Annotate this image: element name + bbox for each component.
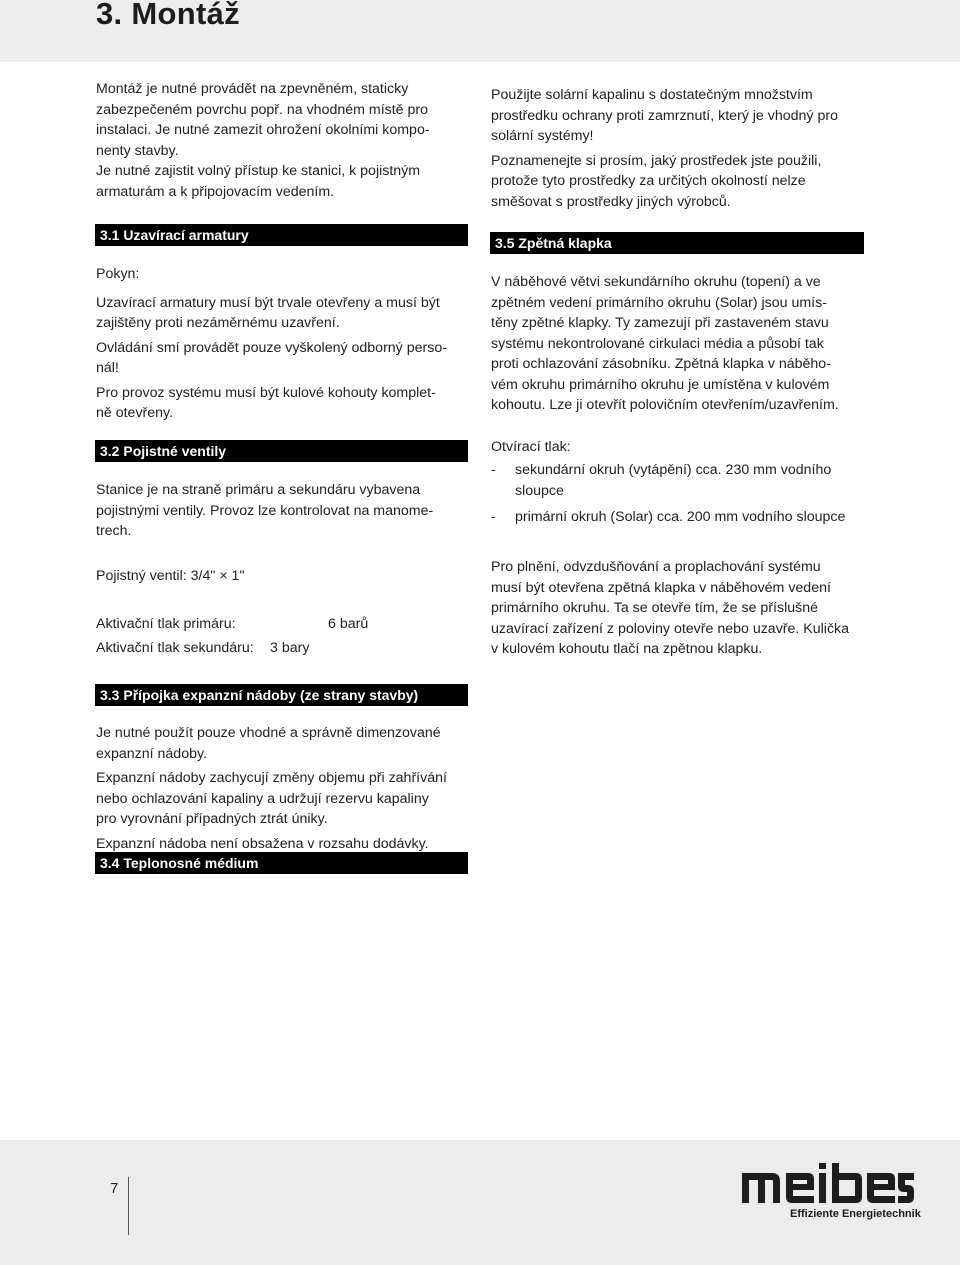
list-item-text: sekundární okruh (vytápění) cca. 230 mm vodního [515,462,832,478]
text-line: vém okruhu primárního okruhu je umístěna v kulovém [491,376,830,393]
text-line: kohoutu. Lze ji otevřít polovičním otevřením/uzavřením. [491,397,839,413]
text-line: Expanzní nádoba není obsažena v rozsahu dodávky. [96,835,429,852]
section-heading-3-1: 3.1 Uzavírací armatury [95,224,468,246]
text-line: ně otevřeny. [96,405,174,421]
text-line: Je nutné použít pouze vhodné a správně dimenzované [96,725,441,741]
intro-line: Je nutné zajistit volný přístup ke stanici, k pojistným [96,163,421,179]
text-line: protože tyto prostředky za určitých okolností nelze [491,173,806,189]
text-line: Pro provoz systému musí být kulové kohouty komplet- [96,384,436,401]
text-line: Stanice je na straně primáru a sekundáru vybavena [96,482,421,498]
primary-pressure-label: Aktivační tlak primáru: [96,616,236,632]
intro-line: instalaci. Je nutné zamezit ohrožení okolními kompo- [96,122,430,138]
opening-pressure-list [491,460,876,534]
text-line: primárního okruhu. Ta se otevře tím, že se příslušné [491,600,818,616]
flushing-paragraph [491,557,876,660]
intro-line: Montáž je nutné provádět na zpevněném, staticky [96,81,409,97]
text-line: Poznamenejte si prosím, jaký prostředek jste použili, [491,152,822,169]
text-line: nebo ochlazování kapaliny a udržují rezervu kapaliny [96,790,429,807]
secondary-pressure-label: Aktivační tlak sekundáru: [96,640,254,656]
text-line: proti ochlazování zásobníku. Zpětná klapka v náběho- [491,356,831,372]
text-line: pro vyrovnání případných ztrát úniky. [96,811,328,827]
valve-size: Pojistný ventil: 3/4" × 1" [96,568,245,584]
page-title: 3. Montáž [96,0,240,31]
text-line: v kulovém kohoutu tlačí na zpětnou klapku. [491,641,763,657]
text-line: V náběhové větvi sekundárního okruhu (topení) a ve [491,274,821,290]
text-line: Pro plnění, odvzdušňování a proplachování systému [491,559,821,575]
text-line: Ovládání smí provádět pouze vyškolený odborný perso- [96,339,447,356]
brand-tagline: Effiziente Energietechnik [790,1208,921,1220]
text-line: trech. [96,523,132,539]
antifreeze-note [491,85,871,212]
intro-line: zabezpečeném povrchu popř. na vhodném místě pro [96,101,429,118]
text-line: těny zpětné klapky. Ty zamezují při zastaveném stavu [491,315,829,331]
meibes-logo [742,1163,914,1205]
opening-pressure-label: Otvírací tlak: [491,439,571,455]
section-3-1-body [96,264,476,424]
section-3-5-body [491,272,876,416]
section-heading-3-2: 3.2 Pojistné ventily [95,440,468,462]
list-item-text: sloupce [515,482,564,499]
dash-marker: - [491,509,496,525]
text-line: Uzavírací armatury musí být trvale otevřeny a musí být [96,294,440,311]
section-heading-3-5: 3.5 Zpětná klapka [490,232,864,254]
primary-pressure-value: 6 barů [328,616,369,632]
list-item-text: primární okruh (Solar) cca. 200 mm vodního sloupce [515,509,846,525]
text-line: systému nekontrolované cirkulaci média a působí tak [491,335,824,352]
list-item [491,507,876,528]
section-heading-3-3: 3.3 Přípojka expanzní nádoby (ze strany stavby) [95,684,468,706]
footer-divider [128,1177,129,1235]
text-line: musí být otevřena zpětná klapka v náběhovém vedení [491,579,831,596]
note-label: Pokyn: [96,266,140,282]
text-line: zajištěny proti nezáměrnému uzavření. [96,315,340,331]
intro-line: armaturám a k připojovacím vedením. [96,183,335,200]
section-3-3-body [96,723,476,854]
text-line: zpětném vedení primárního okruhu (Solar) jsou umís- [491,294,827,311]
section-heading-3-4: 3.4 Teplonosné médium [95,852,468,874]
text-line: směšovat s prostředky jiných výrobců. [491,193,731,210]
dash-marker: - [491,462,496,478]
text-line: prostředku ochrany proti zamrznutí, který je vhodný pro [491,107,838,124]
text-line: Použijte solární kapalinu s dostatečným množstvím [491,87,813,103]
text-line: pojistnými ventily. Provoz lze kontrolovat na manome- [96,502,434,519]
intro-paragraph [96,79,476,202]
secondary-pressure-value: 3 bary [270,640,310,656]
text-line: solární systémy! [491,128,594,144]
text-line: expanzní nádoby. [96,745,207,762]
list-item [491,460,876,501]
page-number: 7 [110,1180,119,1197]
intro-line: nenty stavby. [96,142,179,159]
section-3-2-body [96,480,476,542]
text-line: nál! [96,360,119,376]
text-line: Expanzní nádoby zachycují změny objemu při zahřívání [96,770,447,786]
text-line: uzavírací zařízení z poloviny otevře nebo uzavře. Kulička [491,620,850,637]
